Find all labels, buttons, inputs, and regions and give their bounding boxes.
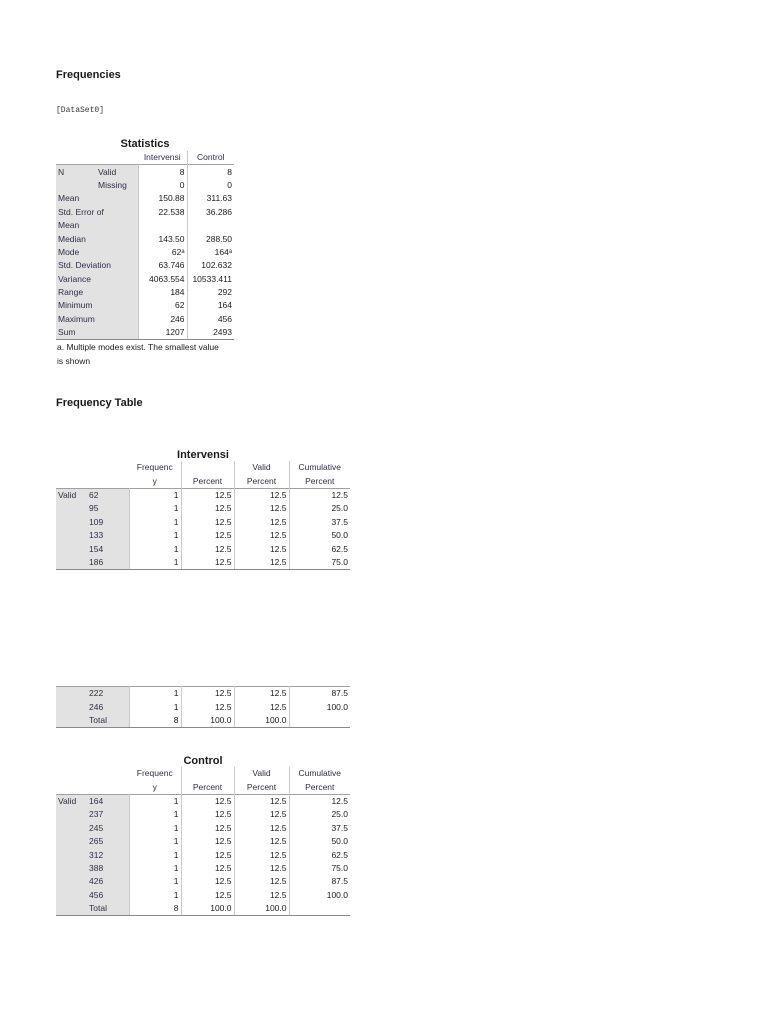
table-row xyxy=(56,516,350,529)
cell-value: 1 xyxy=(129,529,181,542)
row-label-n: N xyxy=(56,165,96,179)
cell-value: 8 xyxy=(187,165,234,179)
cell-value: 12.5 xyxy=(234,502,289,515)
cell-value: 62.5 xyxy=(331,543,348,554)
table-row xyxy=(56,794,350,808)
cell-value: 12.5 xyxy=(181,889,234,902)
cell-value: 1 xyxy=(129,687,181,701)
cell-value: 12.5 xyxy=(234,529,289,542)
cell-value: 1 xyxy=(129,488,181,502)
cell-value: 63.746 xyxy=(138,259,187,272)
row-label-minimum: Minimum xyxy=(56,299,138,312)
intervensi-table-continued xyxy=(56,686,350,728)
cell-value: 456 xyxy=(217,313,232,324)
col-header-control: Control xyxy=(197,152,225,163)
control-title: Control xyxy=(183,755,223,767)
cell-value: 8 xyxy=(138,165,187,179)
cell-value: 164 xyxy=(217,300,232,311)
cell-value: 292 xyxy=(217,287,232,298)
cell-value: 36.286 xyxy=(206,206,232,217)
cell-value: 12.5 xyxy=(181,808,234,821)
cell-value: 62ᵃ xyxy=(138,246,187,259)
intervensi-title: Intervensi xyxy=(177,449,229,461)
table-row xyxy=(56,862,350,875)
table-row xyxy=(56,687,350,701)
cell-value: 25.0 xyxy=(331,809,348,820)
header-frequency-cont: y xyxy=(129,474,181,488)
cell-value: 100.0 xyxy=(326,889,348,900)
header-valid-percent-cont: Percent xyxy=(234,780,289,794)
table-row xyxy=(56,502,350,515)
cell-value: 100.0 xyxy=(234,714,289,728)
cell-value: 1 xyxy=(129,556,181,570)
row-label-std-deviation: Std. Deviation xyxy=(56,259,138,272)
cell-value: 50.0 xyxy=(331,836,348,847)
dataset-label: [DataSet0] xyxy=(56,106,105,115)
row-value-label: 164 xyxy=(87,794,129,808)
row-label-valid: Valid xyxy=(96,165,138,179)
row-value-label: 426 xyxy=(87,875,129,888)
header-valid-percent: Valid xyxy=(234,461,289,474)
table-row xyxy=(56,529,350,542)
cell-value: 102.632 xyxy=(201,260,232,271)
cell-value: 12.5 xyxy=(181,502,234,515)
table-row xyxy=(56,848,350,861)
cell-value: 100.0 xyxy=(181,714,234,728)
table-row xyxy=(56,488,350,502)
cell-value: 100.0 xyxy=(181,902,234,916)
cell-value: 0 xyxy=(227,179,232,190)
row-value-label: 154 xyxy=(87,542,129,555)
table-row xyxy=(56,875,350,888)
cell-value: 12.5 xyxy=(181,848,234,861)
cell-value: 12.5 xyxy=(181,875,234,888)
cell-value: 12.5 xyxy=(234,889,289,902)
cell-value: 0 xyxy=(138,179,187,192)
row-group-label-valid: Valid xyxy=(56,488,87,502)
cell-value: 12.5 xyxy=(234,835,289,848)
row-value-label: 388 xyxy=(87,862,129,875)
cell-value: 12.5 xyxy=(234,556,289,570)
cell-value: 1 xyxy=(129,516,181,529)
row-value-label: 222 xyxy=(87,687,129,701)
table-row xyxy=(56,889,350,902)
cell-value: 4063.554 xyxy=(138,273,187,286)
cell-value: 1207 xyxy=(138,326,187,340)
cell-value: 12.5 xyxy=(234,542,289,555)
frequency-table-heading: Frequency Table xyxy=(56,397,143,409)
cell-value: 1 xyxy=(129,542,181,555)
cell-value xyxy=(289,902,350,916)
cell-value: 12.5 xyxy=(181,862,234,875)
col-header-intervensi: Intervensi xyxy=(138,151,187,165)
cell-value: 12.5 xyxy=(234,794,289,808)
cell-value: 12.5 xyxy=(181,488,234,502)
cell-value: 1 xyxy=(129,848,181,861)
table-row xyxy=(56,822,350,835)
cell-value: 12.5 xyxy=(181,700,234,713)
statistics-footnote: a. Multiple modes exist. The smallest value is shown xyxy=(57,342,219,366)
row-value-label: 237 xyxy=(87,808,129,821)
cell-value: 62 xyxy=(138,299,187,312)
cell-value: 12.5 xyxy=(234,862,289,875)
cell-value: 12.5 xyxy=(234,822,289,835)
cell-value: 184 xyxy=(138,286,187,299)
table-row xyxy=(56,556,350,570)
cell-value: 22.538 xyxy=(138,206,187,219)
cell-value: 288.50 xyxy=(206,233,232,244)
row-group-label-valid: Valid xyxy=(56,794,87,808)
cell-value: 1 xyxy=(129,862,181,875)
row-label-mode: Mode xyxy=(56,246,138,259)
header-percent: Percent xyxy=(181,780,234,794)
header-valid-percent-cont: Percent xyxy=(234,474,289,488)
table-row xyxy=(56,700,350,713)
cell-value: 246 xyxy=(138,313,187,326)
cell-value: 1 xyxy=(129,835,181,848)
cell-value: 12.5 xyxy=(181,822,234,835)
control-table xyxy=(56,767,350,916)
frequencies-heading: Frequencies xyxy=(56,69,121,81)
row-value-label: Total xyxy=(87,714,129,728)
header-percent: Percent xyxy=(181,474,234,488)
cell-value: 12.5 xyxy=(181,687,234,701)
header-valid-percent: Valid xyxy=(234,767,289,780)
statistics-table xyxy=(56,151,234,340)
cell-value: 12.5 xyxy=(181,794,234,808)
cell-value: 100.0 xyxy=(234,902,289,916)
cell-value: 50.0 xyxy=(331,530,348,541)
cell-value: 25.0 xyxy=(331,503,348,514)
row-value-label: 133 xyxy=(87,529,129,542)
cell-value: 8 xyxy=(129,902,181,916)
row-value-label: Total xyxy=(87,902,129,916)
cell-value: 87.5 xyxy=(331,876,348,887)
cell-value: 62.5 xyxy=(331,849,348,860)
cell-value: 75.0 xyxy=(331,862,348,873)
cell-value: 12.5 xyxy=(181,542,234,555)
table-row xyxy=(56,835,350,848)
cell-value: 1 xyxy=(129,889,181,902)
cell-value: 12.5 xyxy=(234,700,289,713)
row-value-label: 456 xyxy=(87,889,129,902)
header-frequency: Frequenc xyxy=(129,461,181,474)
intervensi-table xyxy=(56,461,350,570)
cell-value: 8 xyxy=(129,714,181,728)
row-label-mean: Mean xyxy=(56,192,138,205)
cell-value: 37.5 xyxy=(331,822,348,833)
row-label-range: Range xyxy=(56,286,138,299)
cell-value: 1 xyxy=(129,794,181,808)
cell-value: 1 xyxy=(129,700,181,713)
cell-value: 10533.411 xyxy=(192,273,232,284)
row-label-median: Median xyxy=(56,232,138,245)
row-value-label: 95 xyxy=(87,502,129,515)
statistics-title: Statistics xyxy=(120,138,170,150)
row-label-std-error: Std. Error of xyxy=(56,206,138,219)
header-frequency: Frequenc xyxy=(129,767,181,780)
row-label-maximum: Maximum xyxy=(56,313,138,326)
cell-value: 12.5 xyxy=(234,516,289,529)
cell-value: 311.63 xyxy=(206,193,232,204)
table-row xyxy=(56,902,350,916)
header-cumulative-cont: Percent xyxy=(305,475,335,486)
row-label-variance: Variance xyxy=(56,273,138,286)
cell-value: 12.5 xyxy=(289,794,350,808)
row-label-sum: Sum xyxy=(56,326,138,340)
cell-value: 12.5 xyxy=(181,556,234,570)
row-value-label: 246 xyxy=(87,700,129,713)
cell-value xyxy=(289,714,350,728)
row-value-label: 186 xyxy=(87,556,129,570)
cell-value: 12.5 xyxy=(234,687,289,701)
table-row xyxy=(56,542,350,555)
header-cumulative: Cumulative xyxy=(298,462,342,473)
table-row xyxy=(56,714,350,728)
cell-value: 150.88 xyxy=(138,192,187,205)
header-cumulative: Cumulative xyxy=(298,768,342,779)
cell-value: 12.5 xyxy=(181,529,234,542)
cell-value: 37.5 xyxy=(331,516,348,527)
cell-value: 12.5 xyxy=(289,488,350,502)
cell-value: 143.50 xyxy=(138,232,187,245)
table-row xyxy=(56,808,350,821)
row-value-label: 265 xyxy=(87,835,129,848)
cell-value: 12.5 xyxy=(234,875,289,888)
cell-value: 12.5 xyxy=(181,516,234,529)
row-value-label: 109 xyxy=(87,516,129,529)
row-value-label: 245 xyxy=(87,822,129,835)
row-label-missing: Missing xyxy=(96,179,138,192)
cell-value: 1 xyxy=(129,822,181,835)
cell-value: 1 xyxy=(129,875,181,888)
cell-value: 1 xyxy=(129,502,181,515)
cell-value: 75.0 xyxy=(289,556,350,570)
cell-value: 12.5 xyxy=(181,835,234,848)
cell-value: 1 xyxy=(129,808,181,821)
header-cumulative-cont: Percent xyxy=(305,781,335,792)
row-value-label: 62 xyxy=(87,488,129,502)
cell-value: 164ᵃ xyxy=(214,246,232,257)
row-label-std-error-mean: Mean xyxy=(56,219,138,232)
row-value-label: 312 xyxy=(87,848,129,861)
cell-value: 12.5 xyxy=(234,808,289,821)
cell-value: 2493 xyxy=(187,326,234,340)
cell-value: 87.5 xyxy=(289,687,350,701)
cell-value: 12.5 xyxy=(234,848,289,861)
header-frequency-cont: y xyxy=(129,780,181,794)
cell-value: 12.5 xyxy=(234,488,289,502)
cell-value: 100.0 xyxy=(326,701,348,712)
